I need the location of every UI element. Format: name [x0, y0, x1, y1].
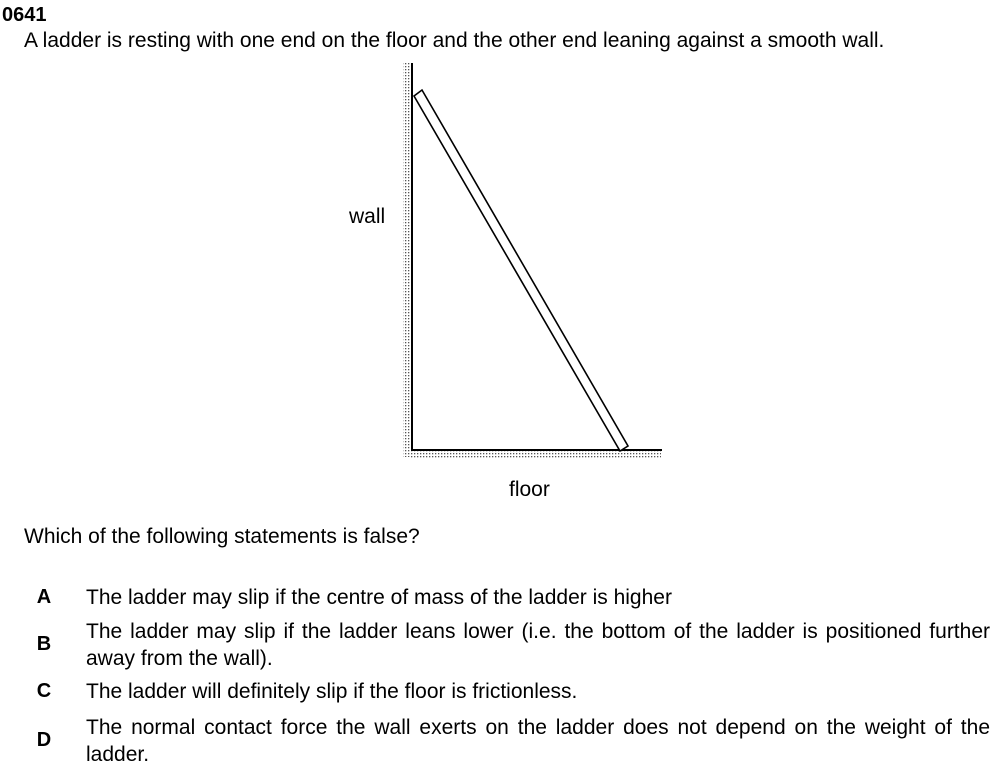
option-letter: D: [36, 729, 52, 751]
option-letter: B: [36, 633, 52, 655]
floor-hatching: [411, 450, 661, 459]
ladder: [414, 90, 628, 451]
option-text: The ladder will definitely slip if the floor is frictionless.: [86, 680, 578, 703]
question-stem: A ladder is resting with one end on the floor and the other end leaning against a smooth wall.: [24, 29, 885, 52]
question-prompt: Which of the following statements is false?: [24, 525, 420, 548]
option-text: The ladder may slip if the centre of mass of the ladder is higher: [86, 586, 672, 609]
option-letter: C: [36, 680, 52, 702]
option-text: The ladder may slip if the ladder leans lower (i.e. the bottom of the ladder is positioned further away from the wall).: [86, 620, 990, 670]
option-text: The normal contact force the wall exerts on the ladder does not depend on the weight of the ladder.: [86, 716, 990, 766]
floor-label: floor: [509, 478, 550, 501]
question-number: 0641: [2, 4, 47, 26]
wall-hatching: [403, 63, 411, 457]
wall-label: wall: [349, 205, 386, 228]
option-letter: A: [36, 586, 52, 608]
